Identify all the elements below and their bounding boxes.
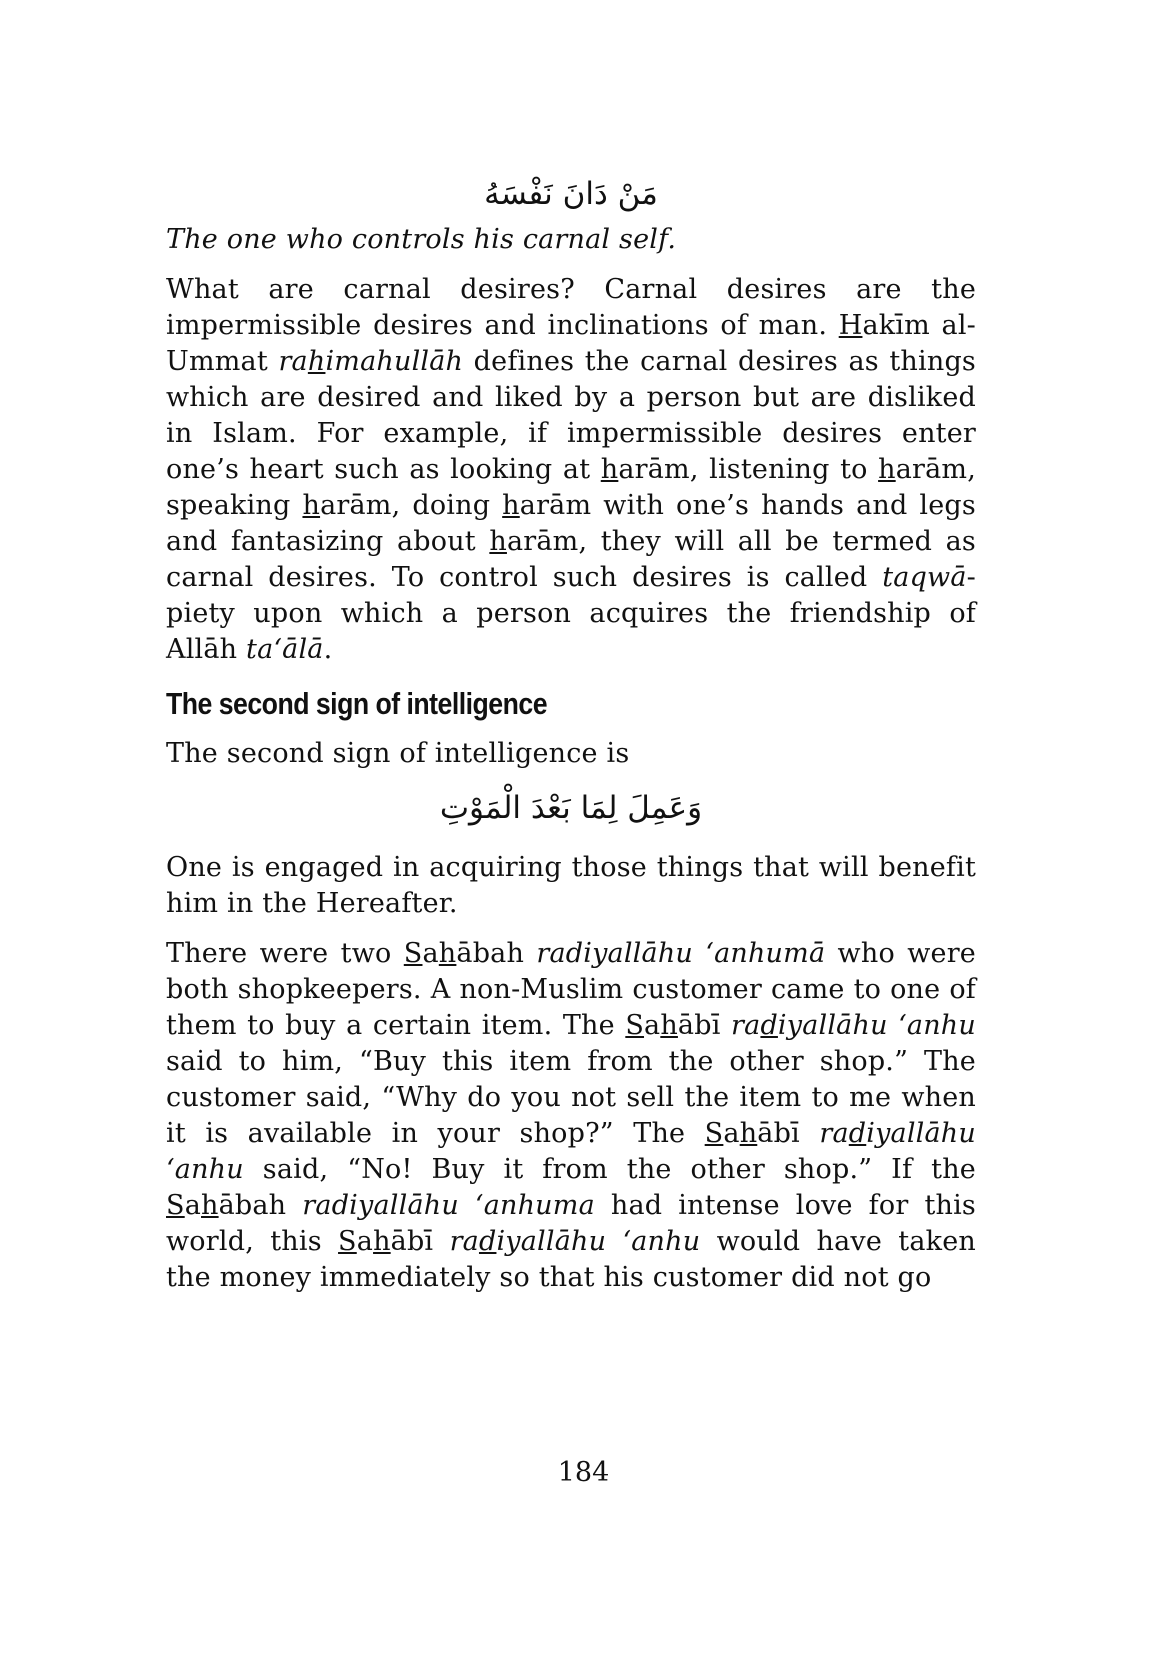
paragraph-carnal-desires: [166, 272, 976, 668]
text-run: had intense love for this world, this: [166, 1190, 976, 1257]
transliterated-term: Hakīm: [838, 310, 930, 341]
text-run: defines the carnal desires as things which are desired and liked by a person but are disliked in Islam. For example, if impermissible desires enter one’s heart such as looking at: [166, 346, 976, 485]
text-run: [721, 1010, 731, 1041]
transliterated-term: Sahābī: [625, 1010, 721, 1041]
transliterated-term: Sahābī: [338, 1226, 434, 1257]
translation-line: The one who controls his carnal self.: [166, 224, 677, 255]
transliterated-term: Sahābah: [403, 938, 525, 969]
text-run: , doing: [391, 490, 503, 521]
transliterated-term: harām: [878, 454, 968, 485]
arabic-phrase-2: وَعَمِلَ لِمَا بَعْدَ الْمَوْتِ: [439, 790, 703, 826]
text-run: [524, 938, 536, 969]
transliterated-term: harām: [489, 526, 579, 557]
text-run: , speaking: [166, 454, 976, 521]
paragraph-sahabah-story: [166, 936, 976, 1296]
text-run: , listening to: [689, 454, 879, 485]
transliterated-term: harām: [302, 490, 392, 521]
text-run: al-Ummat: [166, 310, 976, 377]
arabic-phrase-1: مَنْ دَانَ نَفْسَهُ: [484, 176, 658, 212]
text-run: [286, 1190, 302, 1221]
page-content: [166, 172, 976, 1310]
section-intro: The second sign of intelligence is: [166, 738, 630, 769]
text-run: said, “No! Buy it from the other shop.” If the: [243, 1154, 976, 1185]
italic-term: ta‘ālā: [246, 634, 324, 665]
transliterated-term: harām: [502, 490, 592, 521]
text-run: What are carnal desires? Carnal desires are the impermissible desires and inclinations of man.: [166, 274, 976, 341]
text-run: with one’s hands and legs and fantasizing about: [166, 490, 976, 557]
text-run: There were two: [166, 938, 404, 969]
text-run: , they will all be termed as carnal desires. To control such desires is called: [166, 526, 976, 593]
italic-term: radiyallāhu ‘anhumā: [536, 938, 826, 969]
text-run: -piety upon which a person acquires the friendship of Allāh: [166, 562, 976, 665]
text-run: who were both shopkeepers. A non-Muslim customer came to one of them to buy a certain item. The: [166, 938, 976, 1041]
italic-term: radiyallāhu ‘anhuma: [302, 1190, 595, 1221]
italic-term: rahimahullāh: [278, 346, 464, 377]
section-heading: The second sign of intelligence: [166, 686, 548, 721]
italic-term: radiyallāhu ‘anhu: [166, 1118, 976, 1185]
italic-term: radiyallāhu ‘anhu: [731, 1010, 976, 1041]
italic-term: radiyallāhu ‘anhu: [449, 1226, 701, 1257]
page-number: 184: [557, 1457, 610, 1488]
transliterated-term: Sahābah: [166, 1190, 287, 1221]
paragraph-hereafter: One is engaged in acquiring those things that will benefit him in the Hereafter.: [166, 852, 976, 919]
text-run: [433, 1226, 449, 1257]
text-run: would have taken the money immediately so that his customer did not go: [166, 1226, 976, 1293]
text-run: [800, 1118, 819, 1149]
italic-term: taqwā: [882, 562, 967, 593]
transliterated-term: harām: [600, 454, 690, 485]
text-run: said to him, “Buy this item from the other shop.” The customer said, “Why do you not sell the item to me when it is available in your shop?” The: [166, 1046, 976, 1149]
transliterated-term: Sahābī: [704, 1118, 800, 1149]
text-run: .: [323, 634, 333, 665]
